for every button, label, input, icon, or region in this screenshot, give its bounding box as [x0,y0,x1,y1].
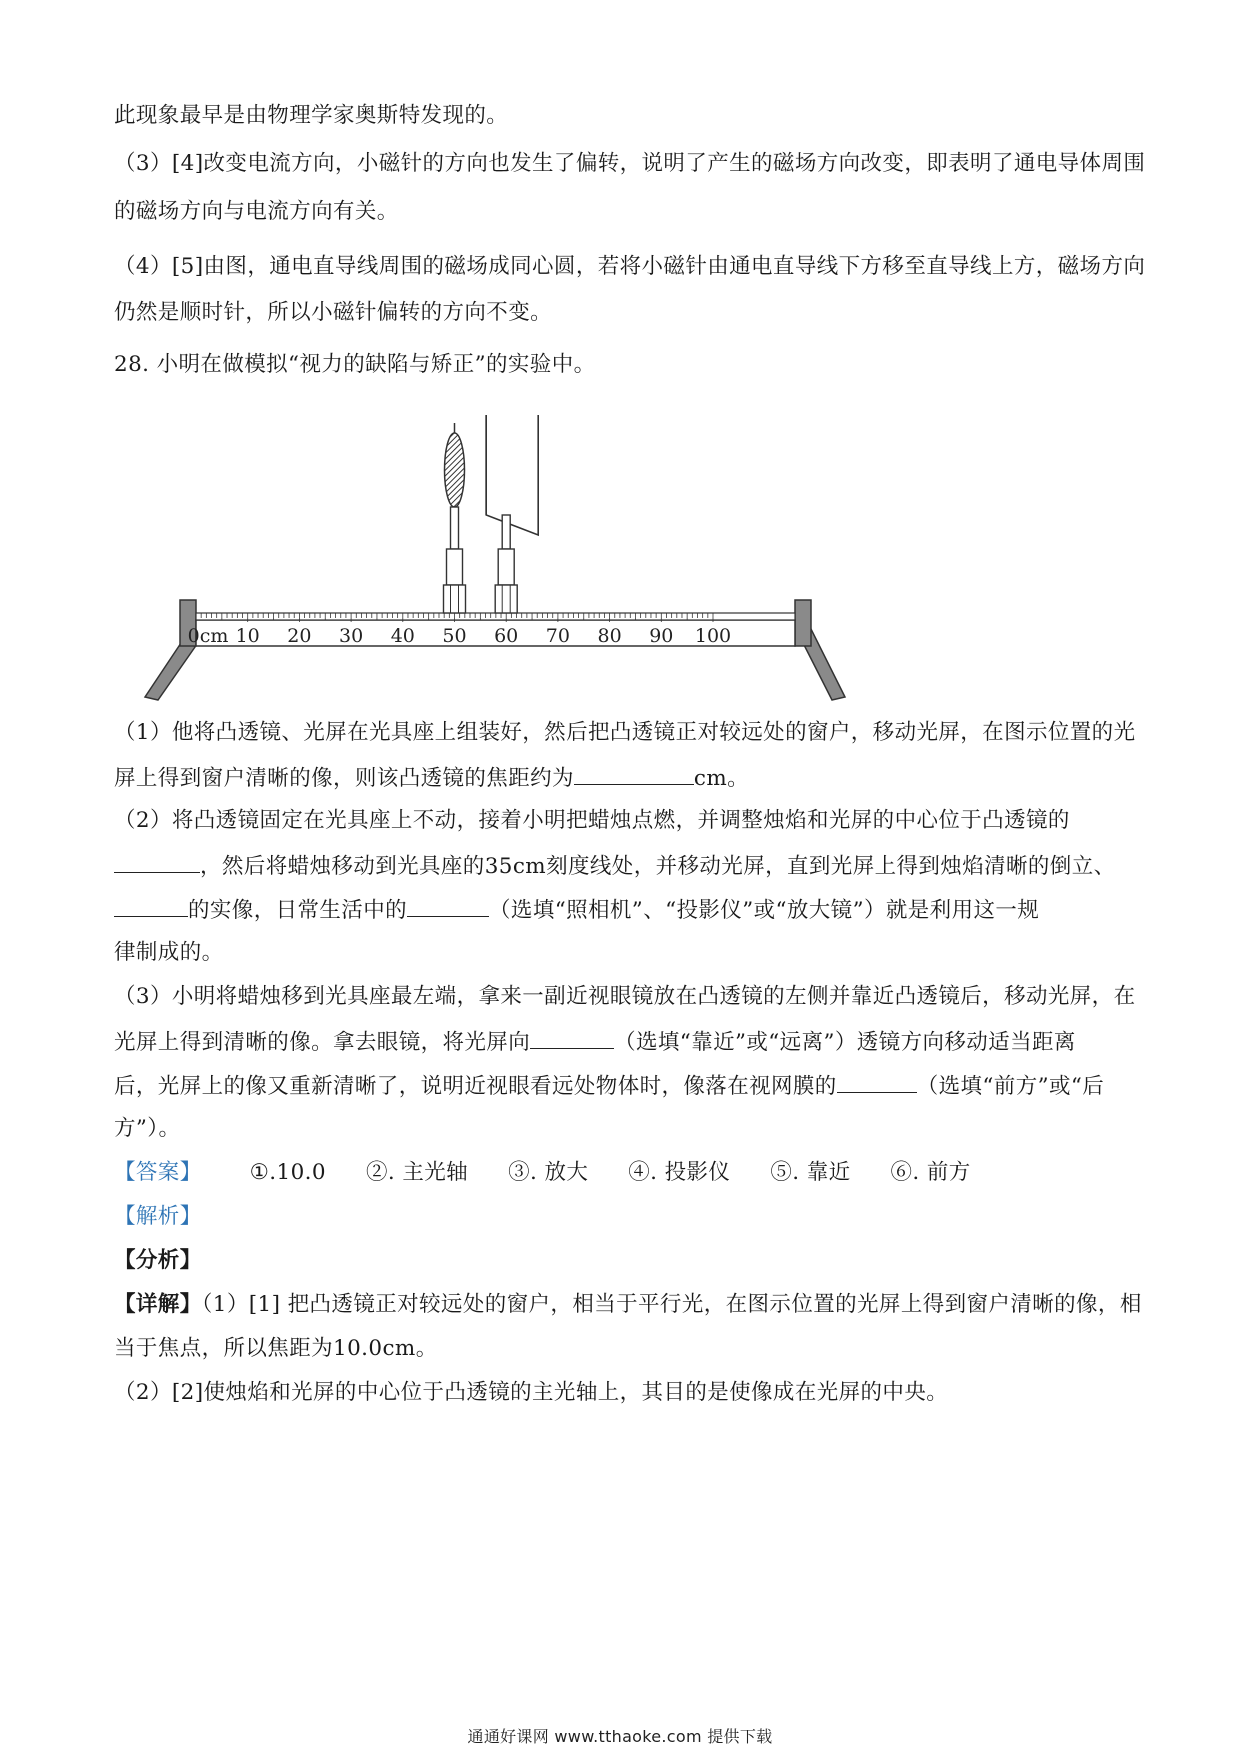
ruler-label: 90 [649,625,674,647]
ruler-label: 0cm [187,625,229,647]
question-part-1: （1）他将凸透镜、光屏在光具座上组装好，然后把凸透镜正对较远处的窗户，移动光屏，在图示位置的光 [114,720,1136,745]
question-part-3-cont [114,1070,1136,1102]
ruler-label: 50 [442,625,467,647]
ruler-label: 60 [494,625,519,647]
answer-blank-1 [574,762,694,785]
text-span: 屏上得到窗户清晰的像，则该凸透镜的焦距约为 [114,766,574,791]
analysis-label: 【解析】 [114,1204,202,1229]
text-span: 后，光屏上的像又重新清晰了，说明近视眼看远处物体时，像落在视网膜的 [114,1074,837,1099]
right-end-post [795,600,811,646]
text-line: （3）[4]改变电流方向，小磁针的方向也发生了偏转，说明了产生的磁场方向改变，即表明了通电导体周围 [114,151,1146,176]
ruler-label: 30 [339,625,364,647]
convex-lens [444,423,466,613]
answer-blank-3 [114,894,188,917]
optical-bench-figure [140,415,860,719]
text-span: 的实像，日常生活中的 [188,898,408,923]
answer-blank-2 [114,850,200,873]
question-part-3-cont: 方”）。 [114,1116,181,1141]
ruler-label: 10 [235,625,260,647]
answer-item: ②. 主光轴 [366,1160,469,1185]
ruler-label: 20 [287,625,312,647]
question-part-3: （3）小明将蜡烛移到光具座最左端，拿来一副近视眼镜放在凸透镜的左侧并靠近凸透镜后，移动光屏，在 [114,984,1136,1009]
answer-item: ①.10.0 [249,1160,326,1185]
question-part-2: （2）将凸透镜固定在光具座上不动，接着小明把蜡烛点燃，并调整烛焰和光屏的中心位于凸透镜的 [114,808,1070,833]
text-span: ，然后将蜡烛移动到光具座的35cm刻度线处，并移动光屏，直到光屏上得到烛焰清晰的倒立、 [200,854,1116,879]
detail-label: 【详解】 [114,1292,202,1317]
text-line: 的磁场方向与电流方向有关。 [114,199,399,224]
optical-bench-svg [140,415,860,715]
detail-line: （2）[2]使烛焰和光屏的中心位于凸透镜的主光轴上，其目的是使像成在光屏的中央。 [114,1380,949,1405]
answer-blank-6 [837,1070,917,1093]
text-span: 光屏上得到清晰的像。拿去眼镜，将光屏向 [114,1030,531,1055]
text-line: 仍然是顺时针，所以小磁针偏转的方向不变。 [114,300,553,325]
question-part-2-cont [114,894,1136,926]
answer-item: ③. 放大 [508,1160,589,1185]
answer-item: ④. 投影仪 [628,1160,731,1185]
footer-credit: 通通好课网 www.tthaoke.com 提供下载 [467,1727,773,1746]
question-part-1-cont [114,762,1136,794]
text-span: （1）[1] 把凸透镜正对较远处的窗户，相当于平行光，在图示位置的光屏上得到窗户清晰的像，相 [201,1292,1142,1317]
answer-item: ⑤. 靠近 [770,1160,851,1185]
text-line: （4）[5]由图，通电直导线周围的磁场成同心圆，若将小磁针由通电直导线下方移至直导线上方，磁场方向 [114,254,1146,279]
ruler-label: 80 [597,625,622,647]
question-part-3-cont [114,1026,1136,1058]
answer-item: ⑥. 前方 [890,1160,971,1185]
text-span: （选填“照相机”、“投影仪”或“放大镜”）就是利用这一规 [489,898,1040,923]
question-part-2-cont [114,850,1136,882]
ruler-label: 40 [390,625,415,647]
answer-row [114,1158,1136,1188]
question-title: 28. 小明在做模拟“视力的缺陷与矫正”的实验中。 [114,352,596,377]
answer-label: 【答案】 [114,1160,202,1185]
fenxi-label: 【分析】 [114,1248,202,1273]
ruler-label: 100 [694,625,732,647]
text-span: （选填“前方”或“后 [916,1074,1105,1099]
answer-blank-4 [407,894,489,917]
detail-line [114,1290,1142,1320]
ruler-label: 70 [545,625,570,647]
detail-line: 当于焦点，所以焦距为10.0cm。 [114,1336,438,1361]
light-screen [486,415,538,613]
question-part-2-cont: 律制成的。 [114,940,224,965]
answer-blank-5 [530,1026,614,1049]
text-span: cm。 [693,766,750,791]
text-line: 此现象最早是由物理学家奥斯特发现的。 [114,103,509,128]
text-span: （选填“靠近”或“远离”）透镜方向移动适当距离 [614,1030,1076,1055]
